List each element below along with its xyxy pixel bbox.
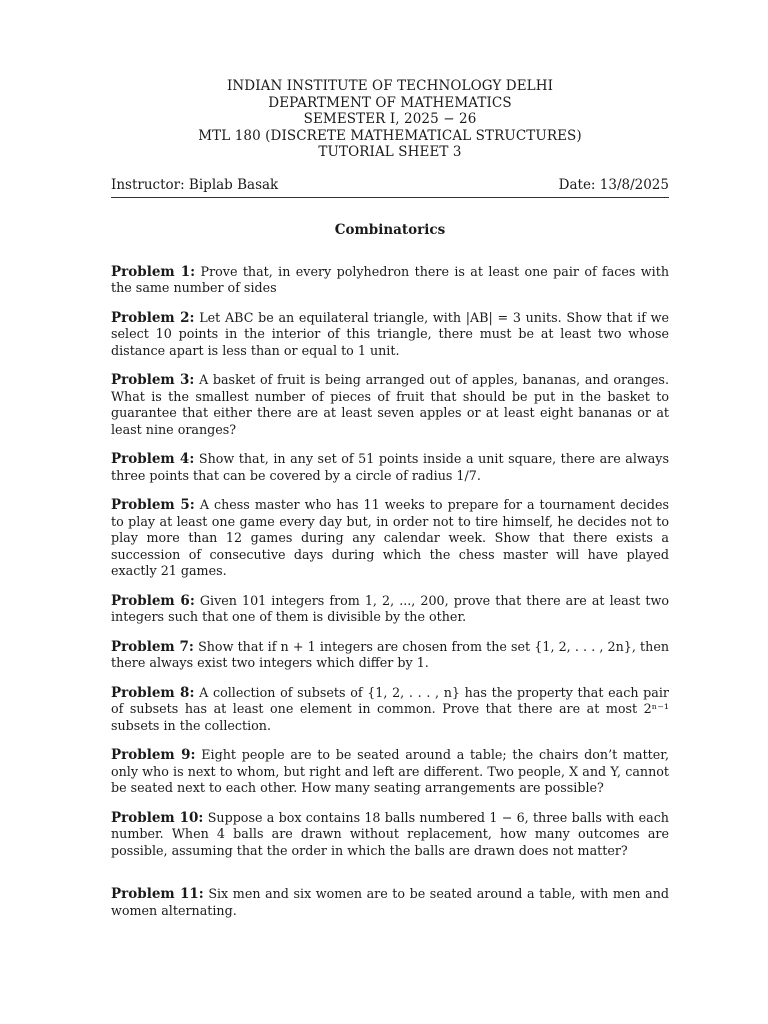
problem-5 [111, 497, 669, 580]
problem-6 [111, 593, 669, 626]
institute-name: INDIAN INSTITUTE OF TECHNOLOGY DELHI [226, 78, 554, 94]
department-name: DEPARTMENT OF MATHEMATICS [268, 94, 512, 111]
tutorial-sheet-page [111, 78, 669, 932]
problem-1 [111, 264, 669, 297]
problem-text: Let ABC be an equilateral triangle, with |AB| = 3 units. Show that if we select 10 points in the interior of this triangle, there must be at least two whose distance apart is less than or equal to 1 unit. [111, 309, 669, 358]
problem-text: Prove that, in every polyhedron there is at least one pair of faces with the same number of sides [111, 263, 669, 295]
course-title: MTL 180 (DISCRETE MATHEMATICAL STRUCTURES) [198, 127, 582, 144]
problem-text: A basket of fruit is being arranged out of apples, bananas, and oranges. What is the smallest number of pieces of fruit that should be put in the basket to guarantee that either there are at least seven apples or at least eight bananas or at least nine oranges? [111, 372, 669, 437]
problem-label: Problem 1: [111, 263, 196, 280]
problem-label: Problem 8: [111, 684, 195, 701]
section-title: Combinatorics [334, 221, 446, 238]
problem-label: Problem 6: [111, 592, 195, 609]
problem-text: Six men and six women are to be seated around a table, with men and women alternating. [111, 886, 669, 918]
meta-row [111, 177, 669, 194]
problem-4 [111, 451, 669, 484]
problem-text: Suppose a box contains 18 balls numbered 1 − 6, three balls with each number. When 4 balls are drawn without replacement, how many outcomes are possible, assuming that the order in which the balls are drawn does not matter? [111, 809, 669, 858]
problem-7 [111, 639, 669, 672]
problem-label: Problem 2: [111, 309, 195, 326]
problem-text: Given 101 integers from 1, 2, ..., 200, prove that there are at least two integers such that one of them is divisible by the other. [111, 592, 669, 624]
problem-label: Problem 3: [111, 372, 195, 388]
problem-text: Eight people are to be seated around a table; the chairs don’t matter, only who is next to whom, but right and left are different. Two people, X and Y, cannot be seated next to each other. How many seating arrangements are possible? [111, 747, 669, 795]
problem-label: Problem 7: [111, 638, 194, 655]
problem-label: Problem 11: [111, 886, 204, 902]
problem-10 [111, 810, 669, 860]
problem-label: Problem 10: [111, 809, 204, 826]
problem-11 [111, 886, 669, 919]
problem-text: Show that, in any set of 51 points inside a unit square, there are always three points that can be covered by a circle of radius 1/7. [111, 451, 669, 483]
problem-label: Problem 9: [111, 747, 196, 763]
problem-8 [111, 685, 669, 735]
date-label: Date: 13/8/2025 [558, 176, 669, 193]
problem-label: Problem 5: [111, 497, 195, 513]
problem-3 [111, 372, 669, 438]
problem-text: Show that if n + 1 integers are chosen from the set {1, 2, . . . , 2n}, then there always exist two integers which differ by 1. [111, 638, 670, 670]
problem-text: A collection of subsets of {1, 2, . . . , n} has the property that each pair of subsets has at least one element in common. Prove that there are at most 2ⁿ⁻¹ subsets in the collection. [111, 684, 669, 733]
instructor-label: Instructor: Biplab Basak [111, 176, 279, 193]
problem-2 [111, 310, 669, 360]
semester-line: SEMESTER I, 2025 − 26 [303, 111, 477, 127]
header-divider [111, 197, 669, 198]
problem-text: A chess master who has 11 weeks to prepare for a tournament decides to play at least one game every day but, in order not to tire himself, he decides not to play more than 12 games during any calendar week. Show that there exists a succession of consecutive days during which the chess master will have played exactly 21 games. [111, 497, 669, 578]
problem-9 [111, 747, 669, 797]
problem-label: Problem 4: [111, 451, 195, 467]
document-header [111, 78, 669, 161]
sheet-title: TUTORIAL SHEET 3 [318, 144, 462, 160]
